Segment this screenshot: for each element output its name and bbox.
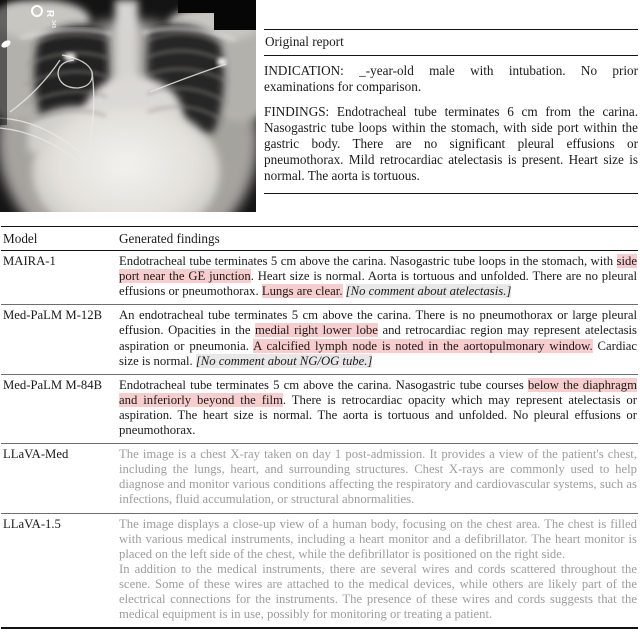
table-header-row	[1, 227, 638, 251]
findings-paragraph: FINDINGS: Endotracheal tube terminates 6 cm from the carina. Nasogastric tube loops within the stomach, with side port within the gastric body. There are no significant pleural effusions or pneumothorax. Mild retrocardiac atelectasis is present. Heart size is normal. The aorta is tortuous.	[264, 104, 638, 183]
table-row	[1, 304, 638, 373]
findings-text	[119, 447, 638, 507]
highlighted-error-phrase: Lungs are clear.	[261, 284, 343, 299]
model-name: Med-PaLM M-12B	[3, 308, 103, 323]
model-name: Med-PaLM M-84B	[3, 377, 103, 392]
indication-paragraph: INDICATION: _-year-old male with intubation. No prior examinations for comparison.	[264, 63, 638, 94]
chest-xray-image	[0, 0, 256, 212]
findings-segment: An endotracheal tube terminates 5 cm above the carina. There is no pneumothorax or large pleural effusion. Opacities in the	[119, 308, 637, 338]
divider	[264, 193, 638, 194]
table-row	[1, 374, 638, 443]
model-name: MAIRA-1	[3, 254, 56, 269]
report-title: Original report	[264, 30, 638, 56]
findings-segment: . Heart size is normal. Aorta is tortuous and unfolded. There are no pleural effusions or pneumothorax.	[119, 269, 637, 299]
findings-segment: The image is a chest X-ray taken on day 1 post-admission. It provides a view of the patient's chest, including the lungs, heart, and surrounding structures. Chest X-rays are commonly used to help diagnose and monitor various conditions affecting the respiratory and cardiovascular systems, such as infections, fluid accumulation, or structural abnormalities.	[119, 447, 637, 507]
findings-text	[119, 308, 638, 368]
highlighted-error-phrase: below the diaphragm and inferiorly beyond the film	[119, 377, 637, 407]
table-header-findings: Generated findings	[119, 231, 220, 246]
side-marker-label: R	[44, 10, 55, 18]
table-body	[1, 251, 638, 627]
table-row	[1, 443, 638, 512]
highlighted-error-phrase: medial right lower lobe	[255, 323, 378, 338]
table-row	[1, 513, 638, 628]
findings-segment: In addition to the medical instruments, there are several wires and cords scattered throughout the scene. Some of these wires are attached to the medical devices, while others are likely part of the electrical connections for the instruments. The presence of these wires and cords suggests that the medical equipment is in use, possibly for monitoring or treating a patient.	[119, 561, 637, 622]
findings-segment: Endotracheal tube terminates 5 cm above the carina. Nasogastric tube loops in the stomach, with	[119, 254, 617, 269]
table-row	[1, 251, 638, 304]
highlighted-error-phrase: A calcified lymph node is noted in the aortopulmonary window.	[253, 338, 593, 353]
findings-segment: . There is retrocardiac opacity which may represent atelectasis or aspiration. The heart size is normal. The aorta is tortuous and unfolded. No pleural effusions or pneumothorax.	[119, 392, 637, 438]
findings-text	[119, 378, 638, 438]
model-name: LLaVA-Med	[3, 447, 69, 462]
model-name: LLaVA-1.5	[3, 516, 61, 531]
original-report-panel	[264, 29, 638, 194]
omission-note: [No comment about NG/OG tube.]	[195, 353, 373, 368]
model-findings-table	[1, 226, 638, 629]
findings-text	[119, 517, 638, 623]
omission-note: [No comment about atelectasis.]	[345, 284, 512, 299]
findings-segment: The image displays a close-up view of a human body, focusing on the chest area. The chest is filled with various medical instruments, including a heart monitor and a defibrillator. The heart monitor is placed on the left side of the chest, while the defibrillator is positioned on the right side.	[119, 516, 637, 561]
marker-digits: 345	[50, 20, 56, 29]
findings-segment: Endotracheal tube terminates 5 cm above the carina. Nasogastric tube courses	[119, 377, 528, 392]
highlighted-error-phrase: side port near the GE junction	[119, 254, 637, 284]
findings-segment: Cardiac size is normal.	[119, 338, 637, 368]
findings-text	[119, 254, 638, 299]
table-header-model: Model	[3, 231, 38, 246]
findings-segment: and retrocardiac region may represent atelectasis aspiration or pneumonia.	[119, 323, 637, 353]
